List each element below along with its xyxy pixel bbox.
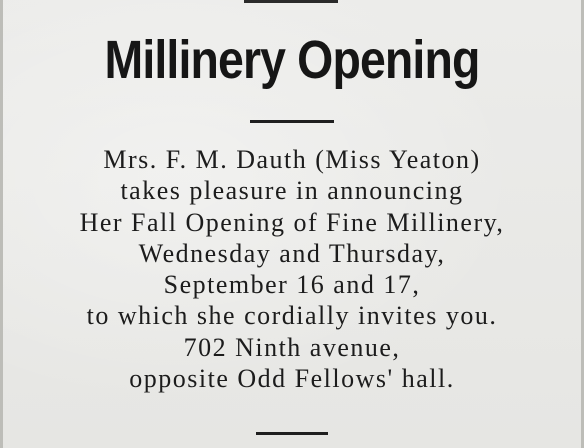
top-divider-rule [244,0,338,3]
ad-body [0,144,584,394]
ad-body-line: Her Fall Opening of Fine Millinery, [79,207,505,237]
bottom-divider-rule [256,432,328,435]
ad-body-line: Mrs. F. M. Dauth (Miss Yeaton) [103,145,481,174]
ad-body-line: opposite Odd Fellows' hall. [129,364,455,394]
ad-headline: Millinery Opening [104,30,480,90]
ad-body-line: September 16 and 17, [163,270,421,300]
ad-body-line: to which she cordially invites you. [86,301,498,331]
ad-body-line: takes pleasure in announcing [120,176,464,206]
ad-body-line: Wednesday and Thursday, [138,238,446,268]
headline-divider-rule [250,120,334,123]
ad-body-line: 702 Ninth avenue, [183,332,401,362]
